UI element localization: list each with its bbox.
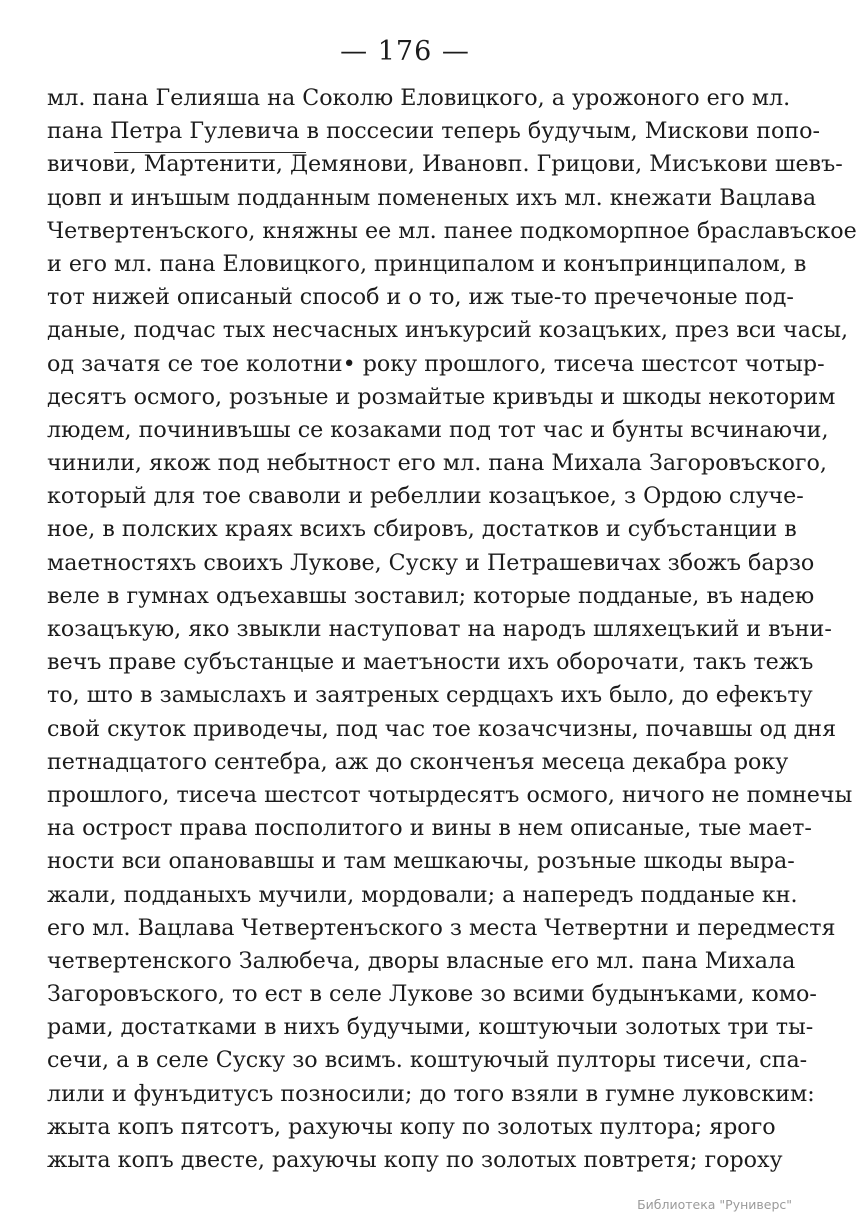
text-line: пана Петра Гулевича в поссесии теперь будучым, Мискови попо- <box>47 118 821 145</box>
text-line: десятъ осмого, розъные и розмайтые кривъды и шкоды некоторим <box>47 383 836 410</box>
text-line: ное, в полских краях всихъ сбировъ, достатков и субъстанции в <box>47 516 797 543</box>
text-line: маетностяхъ своихъ Лукове, Суску и Петрашевичах збожъ барзо <box>47 549 815 576</box>
text-line: мл. пана Гелияша на Соколю Еловицкого, а урожоного его мл. <box>47 85 791 111</box>
text-line: свой скуток приводечы, под час тое козачсчизны, почавшы од дня <box>47 715 837 742</box>
text-line: тот нижей описаный способ и о то, иж тые-то пречечоные под- <box>47 284 794 311</box>
text-line: лили и фунъдитусъ позносили; до того взяли в гумне луковским: <box>47 1080 815 1107</box>
text-line: людем, починивъшы се козаками под тот час и бунты всчинаючи, <box>47 416 829 443</box>
text-line: од зачатя се тое колотни• року прошлого, тисеча шестсот чотыр- <box>47 350 825 377</box>
text-line: даные, подчас тых несчасных инъкурсий козацъких, през вси часы, <box>47 317 849 344</box>
text-line: Загоровъского, то ест в селе Лукове зо всими будынъками, комо- <box>47 981 817 1008</box>
text-line: вичови, Мартенити, Демянови, Ивановп. Грицови, Мисъкови шевъ- <box>47 151 843 178</box>
text-line: четвертенского Залюбеча, дворы власные его мл. пана Михала <box>47 947 796 974</box>
text-line: цовп и инъшым подданным помененых ихъ мл. кнежати Вацлава <box>47 184 817 211</box>
text-line: вечъ праве субъстанцые и маетъности ихъ оборочати, такъ тежъ <box>47 649 814 676</box>
text-line: жыта копъ пятсотъ, рахуючы копу по золотых пултора; ярого <box>47 1113 776 1140</box>
body-text <box>47 82 857 1177</box>
text-line: ности вси опановавшы и там мешкаючы, розъные шкоды выра- <box>47 848 795 875</box>
text-line: козацъкую, яко звыкли наступоват на народъ шляхецъкий и въни- <box>47 616 832 642</box>
text-line: сечи, а в селе Суску зо всимъ. коштуючый пулторы тисечи, спа- <box>47 1047 808 1074</box>
text-line: жали, подданыхъ мучили, мордовали; а напередъ подданые кн. <box>47 881 798 908</box>
text-line: и его мл. пана Еловицкого, принципалом и конъпринципалом, в <box>47 250 807 277</box>
text-line: жыта копъ двесте, рахуючы копу по золотых повтретя; гороху <box>47 1147 783 1173</box>
text-line: петнадцатого сентебра, аж до сконченъя месеца декабра року <box>47 748 789 775</box>
text-line: рами, достатками в нихъ будучыми, коштуючыи золотых три ты- <box>47 1014 814 1041</box>
page-number: — 176 — <box>340 36 470 67</box>
text-line: его мл. Вацлава Четвертенъского з места Четвертни и передместя <box>47 914 836 941</box>
text-line: на острост права посполитого и вины в нем описаные, тые мает- <box>47 815 812 842</box>
text-line: то, што в замыслахъ и заятреных сердцахъ ихъ было, до ефекъту <box>47 682 813 709</box>
text-line: прошлого, тисеча шестсот чотырдесятъ осмого, ничого не помнечы <box>47 781 853 808</box>
watermark: Библиотека "Руниверс" <box>637 1197 792 1212</box>
text-line: веле в гумнах одъехавшы зоставил; которые подданые, въ надею <box>47 582 815 609</box>
text-line: который для тое сваволи и ребеллии козацъкое, з Ордою случе- <box>47 483 804 510</box>
text-line: Четвертенъского, княжны ее мл. панее подкоморпное браславъское <box>47 217 857 244</box>
text-line: чинили, якож под небытност его мл. пана Михала Загоровъского, <box>47 450 827 477</box>
